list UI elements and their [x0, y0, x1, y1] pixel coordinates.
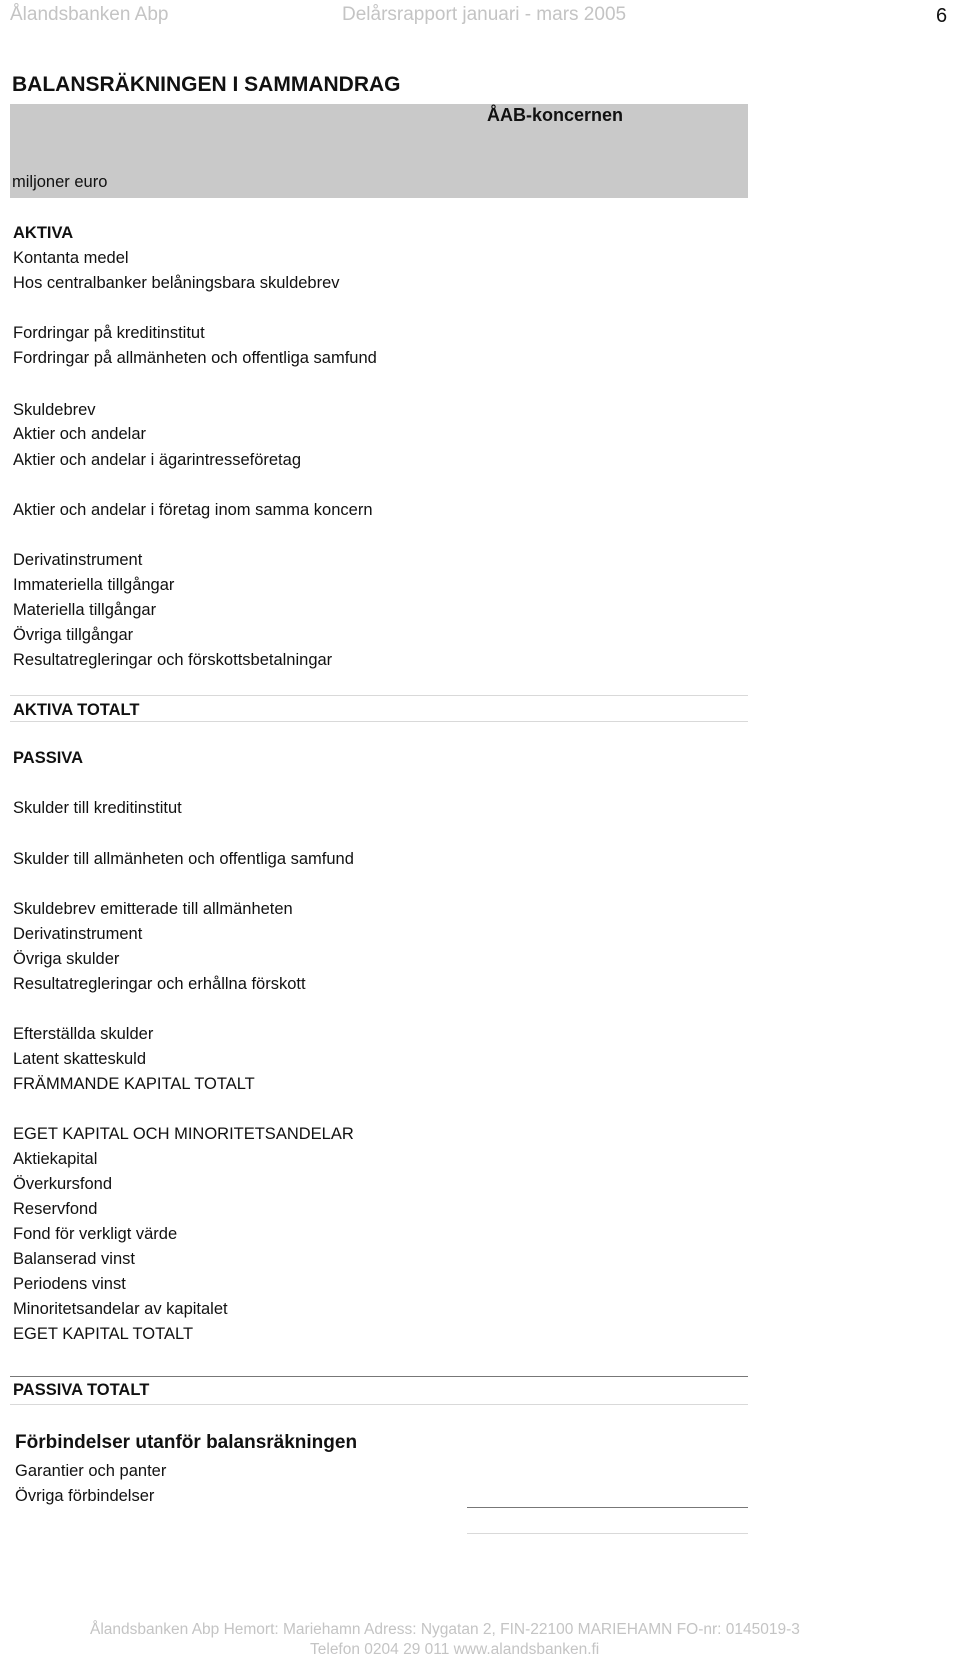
commitments-title: Förbindelser utanför balansräkningen [15, 1432, 358, 1453]
divider [10, 1376, 748, 1377]
section-heading-passiva: PASSIVA [13, 749, 83, 767]
divider [10, 721, 748, 722]
row-label: Skuldebrev emitterade till allmänheten [13, 900, 293, 918]
row-label: Övriga förbindelser [15, 1487, 155, 1505]
column-group-heading: ÅAB-koncernen [487, 105, 624, 125]
divider [467, 1507, 748, 1508]
divider [467, 1533, 748, 1534]
row-label: Fordringar på kreditinstitut [13, 324, 205, 342]
row-label: Balanserad vinst [13, 1250, 135, 1268]
row-label: FRÄMMANDE KAPITAL TOTALT [13, 1075, 255, 1093]
row-label: Reservfond [13, 1200, 98, 1218]
row-label: Immateriella tillgångar [13, 576, 175, 594]
row-label: Hos centralbanker belåningsbara skuldebrev [13, 274, 340, 292]
row-label: Resultatregleringar och erhållna förskott [13, 975, 306, 993]
row-label: Skuldebrev [13, 401, 96, 419]
row-label: EGET KAPITAL TOTALT [13, 1325, 194, 1343]
header-report-title: Delårsrapport januari - mars 2005 [342, 4, 627, 25]
divider [10, 1404, 748, 1405]
header-bank-name: Ålandsbanken Abp [10, 4, 169, 25]
row-label: Materiella tillgångar [13, 601, 157, 619]
row-label: Överkursfond [13, 1175, 113, 1193]
row-label: Aktier och andelar i ägarintresseföretag [13, 451, 301, 469]
row-label: Garantier och panter [15, 1462, 167, 1480]
row-label: Latent skatteskuld [13, 1050, 146, 1068]
footer-address: Ålandsbanken Abp Hemort: Mariehamn Adress: Nygatan 2, FIN-22100 MARIEHAMN FO-nr: 0145019-3 [90, 1621, 800, 1638]
row-label: Derivatinstrument [13, 925, 143, 943]
table-header-background [10, 104, 748, 198]
row-label: Minoritetsandelar av kapitalet [13, 1300, 228, 1318]
row-label: Periodens vinst [13, 1275, 126, 1293]
row-label: Fordringar på allmänheten och offentliga samfund [13, 349, 377, 367]
row-label: AKTIVA TOTALT [13, 701, 140, 719]
row-label: Resultatregleringar och förskottsbetalningar [13, 651, 333, 669]
row-label: PASSIVA TOTALT [13, 1381, 150, 1399]
row-label: Derivatinstrument [13, 551, 143, 569]
row-label: Efterställda skulder [13, 1025, 154, 1043]
page-number: 6 [936, 5, 948, 27]
row-label: Aktier och andelar i företag inom samma koncern [13, 501, 373, 519]
row-label: Skulder till kreditinstitut [13, 799, 182, 817]
unit-label: miljoner euro [12, 173, 108, 191]
row-label: Aktier och andelar [13, 425, 146, 443]
row-label: Övriga tillgångar [13, 626, 134, 644]
row-label: Skulder till allmänheten och offentliga samfund [13, 850, 354, 868]
row-label: Kontanta medel [13, 249, 129, 267]
section-heading-aktiva: AKTIVA [13, 224, 74, 242]
row-label: EGET KAPITAL OCH MINORITETSANDELAR [13, 1125, 354, 1143]
row-label: Övriga skulder [13, 950, 120, 968]
row-label: Aktiekapital [13, 1150, 98, 1168]
row-label: Fond för verkligt värde [13, 1225, 178, 1243]
divider [10, 695, 748, 696]
footer-contact: Telefon 0204 29 011 www.alandsbanken.fi [310, 1641, 600, 1658]
page-title: BALANSRÄKNINGEN I SAMMANDRAG [12, 73, 401, 96]
